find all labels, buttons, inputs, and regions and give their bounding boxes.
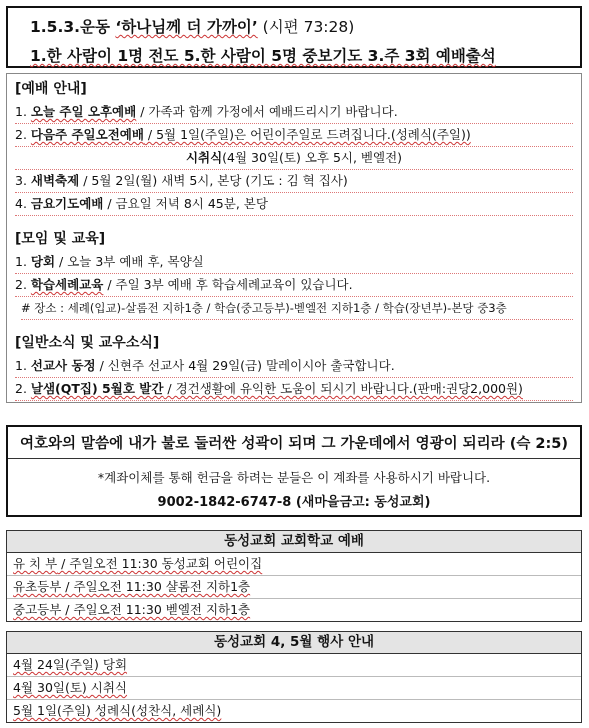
event-date: 4월 24일(주일) bbox=[13, 657, 99, 672]
event-name: 성례식(성찬식, 세례식) bbox=[90, 703, 222, 718]
dept-info: / 주일오전 11:30 동성교회 어린이집 bbox=[57, 556, 263, 571]
item-text: / 오늘 3부 예배 후, 목양실 bbox=[55, 254, 204, 269]
item-head: 시취식 bbox=[185, 150, 223, 165]
item-number: 1. bbox=[15, 358, 31, 373]
item-number: 2. bbox=[15, 277, 31, 292]
item-number: 2. bbox=[15, 381, 31, 396]
item-text: / 신현주 선교사 4월 29일(금) 말레이시아 출국합니다. bbox=[95, 358, 395, 373]
divider bbox=[8, 458, 580, 459]
school-worship-table bbox=[6, 530, 582, 622]
list-item bbox=[15, 101, 573, 124]
list-item bbox=[15, 193, 573, 216]
item-number: 3. bbox=[15, 173, 31, 188]
item-text: (4월 30일(토) 오후 5시, 벧엘전) bbox=[222, 150, 403, 165]
item-text: / 금요일 저녁 8시 45분, 본당 bbox=[103, 196, 268, 211]
list-item bbox=[15, 251, 573, 274]
movement-goals: 1.한 사람이 1명 전도 5.한 사람이 5명 중보기도 3.주 3회 예배출석 bbox=[30, 47, 496, 65]
item-head: 당회 bbox=[30, 254, 56, 269]
item-head: 금요기도예배 bbox=[30, 196, 104, 211]
events-table bbox=[6, 631, 582, 723]
item-text: / 5월 1일(주일)은 어린이주일로 드려집니다.(성례식(주일)) bbox=[143, 127, 471, 142]
item-number: 1. bbox=[15, 104, 31, 119]
list-item bbox=[15, 355, 573, 378]
list-item bbox=[15, 170, 573, 193]
item-head: 오늘 주일 오후예배 bbox=[30, 104, 137, 119]
list-item bbox=[15, 147, 573, 170]
list-item bbox=[15, 274, 573, 297]
list-item bbox=[15, 378, 573, 401]
movement-title bbox=[30, 15, 354, 37]
list-item bbox=[15, 124, 573, 147]
table-row bbox=[7, 677, 581, 700]
item-head: 선교사 동정 bbox=[30, 358, 96, 373]
table-row bbox=[7, 599, 581, 621]
table-title: 동성교회 교회학교 예배 bbox=[7, 531, 581, 553]
dept-info: / 주일오전 11:30 벧엘전 지하1층 bbox=[61, 602, 251, 617]
dept-name: 중고등부 bbox=[13, 602, 62, 617]
verse-box bbox=[6, 425, 582, 517]
item-head: 새벽축제 bbox=[30, 173, 80, 188]
event-name: 시취식 bbox=[86, 680, 128, 695]
item-head: 학습세례교육 bbox=[30, 277, 104, 292]
item-text: / 경건생활에 유익한 도움이 되시기 바랍니다.(판매:권당2,000원) bbox=[163, 381, 523, 396]
table-title: 동성교회 4, 5월 행사 안내 bbox=[7, 632, 581, 654]
dept-name: 유초등부 bbox=[13, 579, 62, 594]
bible-verse: 여호와의 말씀에 내가 불로 둘러싼 성곽이 되며 그 가운데에서 영광이 되리라 (슥 2:5) bbox=[19, 436, 569, 452]
movement-verse: (시편 73:28) bbox=[257, 18, 355, 36]
location-note: # 장소 : 세례(입교)-살롬전 지하1층 / 학습(중고등부)-벧엘전 지하1층 / 학습(장년부)-본당 중3층 bbox=[21, 297, 573, 320]
table-row bbox=[7, 553, 581, 576]
item-number: 4. bbox=[15, 196, 31, 211]
item-number: 2. bbox=[15, 127, 31, 142]
event-date: 5월 1일(주일) bbox=[13, 703, 91, 718]
table-row bbox=[7, 654, 581, 677]
item-number: 1. bbox=[15, 254, 31, 269]
table-row bbox=[7, 576, 581, 599]
section-title-news: [일반소식 및 교우소식] bbox=[15, 335, 160, 351]
movement-slogan: ‘하나님께 더 가까이’ bbox=[115, 18, 258, 36]
section-title-meeting: [모임 및 교육] bbox=[15, 231, 106, 247]
event-name: 당회 bbox=[98, 657, 128, 672]
offering-note: *계좌이체를 통해 헌금을 하려는 분들은 이 계좌를 사용하시기 바랍니다. bbox=[97, 470, 491, 485]
item-text: / 주일 3부 예배 후 학습세례교육이 있습니다. bbox=[103, 277, 353, 292]
item-head: 날샘(QT집) 5월호 발간 bbox=[30, 381, 164, 396]
bank-account: 9002-1842-6747-8 (새마을금고: 동성교회) bbox=[157, 495, 431, 510]
table-row bbox=[7, 700, 581, 722]
header-box bbox=[6, 6, 582, 68]
dept-info: / 주일오전 11:30 샬롬전 지하1층 bbox=[61, 579, 251, 594]
section-title-worship: [예배 안내] bbox=[15, 81, 87, 97]
item-text: / 가족과 함께 가정에서 예배드리시기 바랍니다. bbox=[136, 104, 398, 119]
event-date: 4월 30일(토) bbox=[13, 680, 87, 695]
item-text: / 5월 2일(월) 새벽 5시, 본당 (기도 : 김 혁 집사) bbox=[79, 173, 348, 188]
bulletin-box bbox=[6, 73, 582, 403]
movement-name: 1.5.3.운동 bbox=[30, 18, 116, 36]
item-head: 다음주 주일오전예배 bbox=[30, 127, 144, 142]
dept-name: 유 치 부 bbox=[13, 556, 58, 571]
